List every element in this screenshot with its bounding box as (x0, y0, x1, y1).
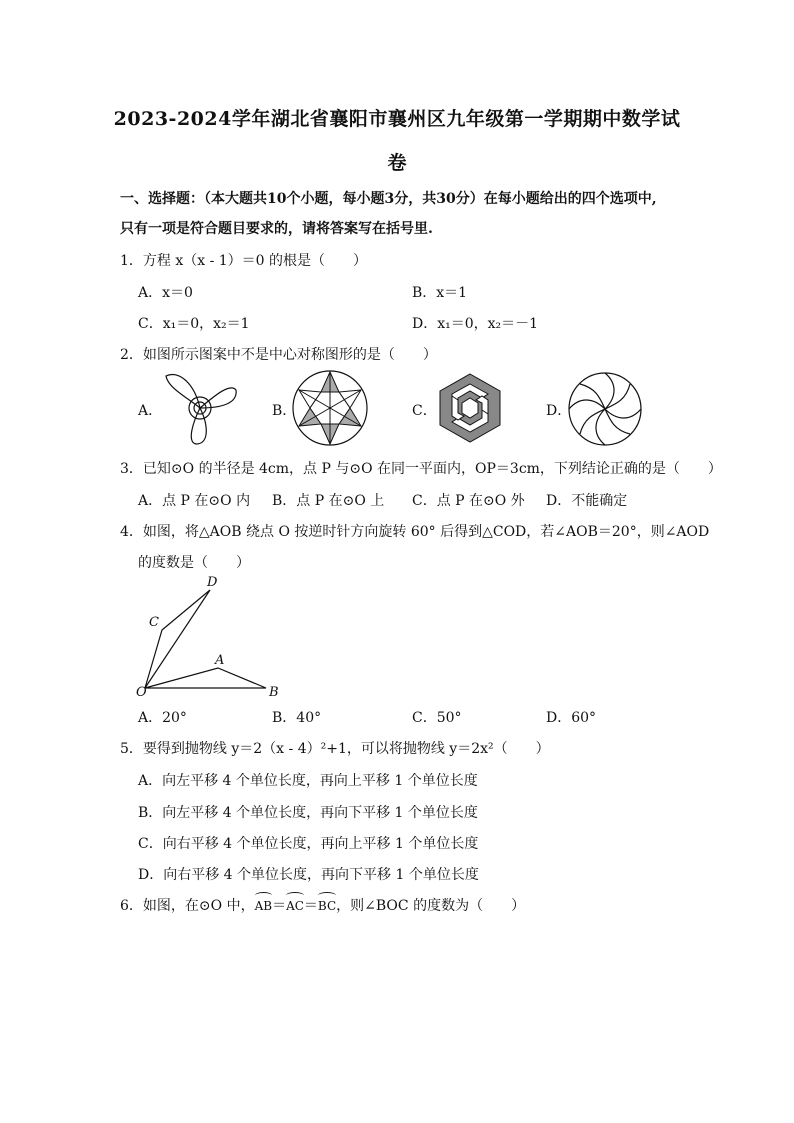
point-label-c: C (149, 615, 159, 630)
star-of-david-figure (290, 368, 370, 448)
section-header-continued: 只有一项是符合题目要求的，请将答案写在括号里. (120, 221, 433, 237)
question-5-option-c: C．向右平移 4 个单位长度，再向上平移 1 个单位长度 (138, 836, 479, 852)
rotation-triangle-figure (130, 572, 290, 702)
point-label-b: B (269, 685, 279, 700)
equals-sign: ＝ (303, 898, 318, 914)
question-5-option-b: B．向左平移 4 个单位长度，再向下平移 1 个单位长度 (138, 805, 478, 821)
arc-bc-label: BC (317, 899, 337, 913)
question-1-option-d: D．x₁＝0，x₂＝－1 (412, 316, 539, 332)
propeller-figure (160, 368, 240, 448)
arc-ac-label: AC (286, 899, 304, 913)
question-3-option-a: A．点 P 在⊙O 内 (138, 493, 251, 509)
section-header: 一、选择题：（本大题共10个小题，每小题3分，共30分）在每小题给出的四个选项中, (120, 191, 657, 207)
question-6-stem (120, 895, 525, 915)
question-3-option-b: B．点 P 在⊙O 上 (272, 493, 385, 509)
question-3-stem: 3．已知⊙O 的半径是 4cm，点 P 与⊙O 在同一平面内，OP＝3cm，下列结论正确的是（ ） (120, 461, 722, 477)
question-3-option-d: D．不能确定 (546, 493, 628, 509)
question-4-stem: 4．如图，将△AOB 绕点 O 按逆时针方向旋转 60° 后得到△COD，若∠AOB＝20°，则∠AOD (120, 524, 710, 540)
question-4-option-d: D．60° (546, 710, 597, 726)
page-title-continued: 卷 (387, 152, 407, 174)
question-4-option-c: C．50° (412, 710, 462, 726)
question-1-stem: 1．方程 x（x - 1）＝0 的根是（ ） (120, 253, 368, 269)
question-6-stem-prefix: 6．如图，在⊙O 中， (120, 898, 255, 914)
question-1-option-a: A．x＝0 (138, 285, 193, 301)
question-5-stem: 5．要得到抛物线 y＝2（x - 4）²+1，可以将抛物线 y＝2x²（ ） (120, 741, 550, 757)
point-label-a: A (215, 653, 225, 668)
question-2-stem: 2．如图所示图案中不是中心对称图形的是（ ） (120, 347, 437, 363)
question-2-option-b: B． (272, 403, 297, 419)
arc-ab (255, 898, 272, 914)
question-2-option-c: C． (412, 403, 437, 419)
question-1-option-c: C．x₁＝0，x₂＝1 (138, 316, 250, 332)
page-title: 2023-2024学年湖北省襄阳市襄州区九年级第一学期期中数学试 (113, 108, 681, 130)
question-6-stem-suffix: ，则∠BOC 的度数为（ ） (336, 898, 526, 914)
question-4-option-a: A．20° (138, 710, 187, 726)
arc-bc (318, 898, 336, 914)
question-4-stem-continued: 的度数是（ ） (138, 555, 250, 571)
question-3-option-c: C．点 P 在⊙O 外 (412, 493, 525, 509)
swirl-circle-figure (566, 370, 644, 448)
question-5-option-a: A．向左平移 4 个单位长度，再向上平移 1 个单位长度 (138, 773, 478, 789)
question-4-option-b: B．40° (272, 710, 322, 726)
point-label-o: O (136, 685, 147, 700)
question-2-option-d: D． (546, 403, 572, 419)
question-1-option-b: B．x＝1 (412, 285, 468, 301)
equals-sign: ＝ (272, 898, 287, 914)
point-label-d: D (207, 575, 218, 590)
hexagon-swirl-figure (432, 370, 508, 446)
question-5-option-d: D．向右平移 4 个单位长度，再向下平移 1 个单位长度 (138, 867, 479, 883)
arc-ab-label: AB (254, 899, 273, 913)
question-2-option-a: A． (138, 403, 163, 419)
arc-ac (286, 898, 304, 914)
